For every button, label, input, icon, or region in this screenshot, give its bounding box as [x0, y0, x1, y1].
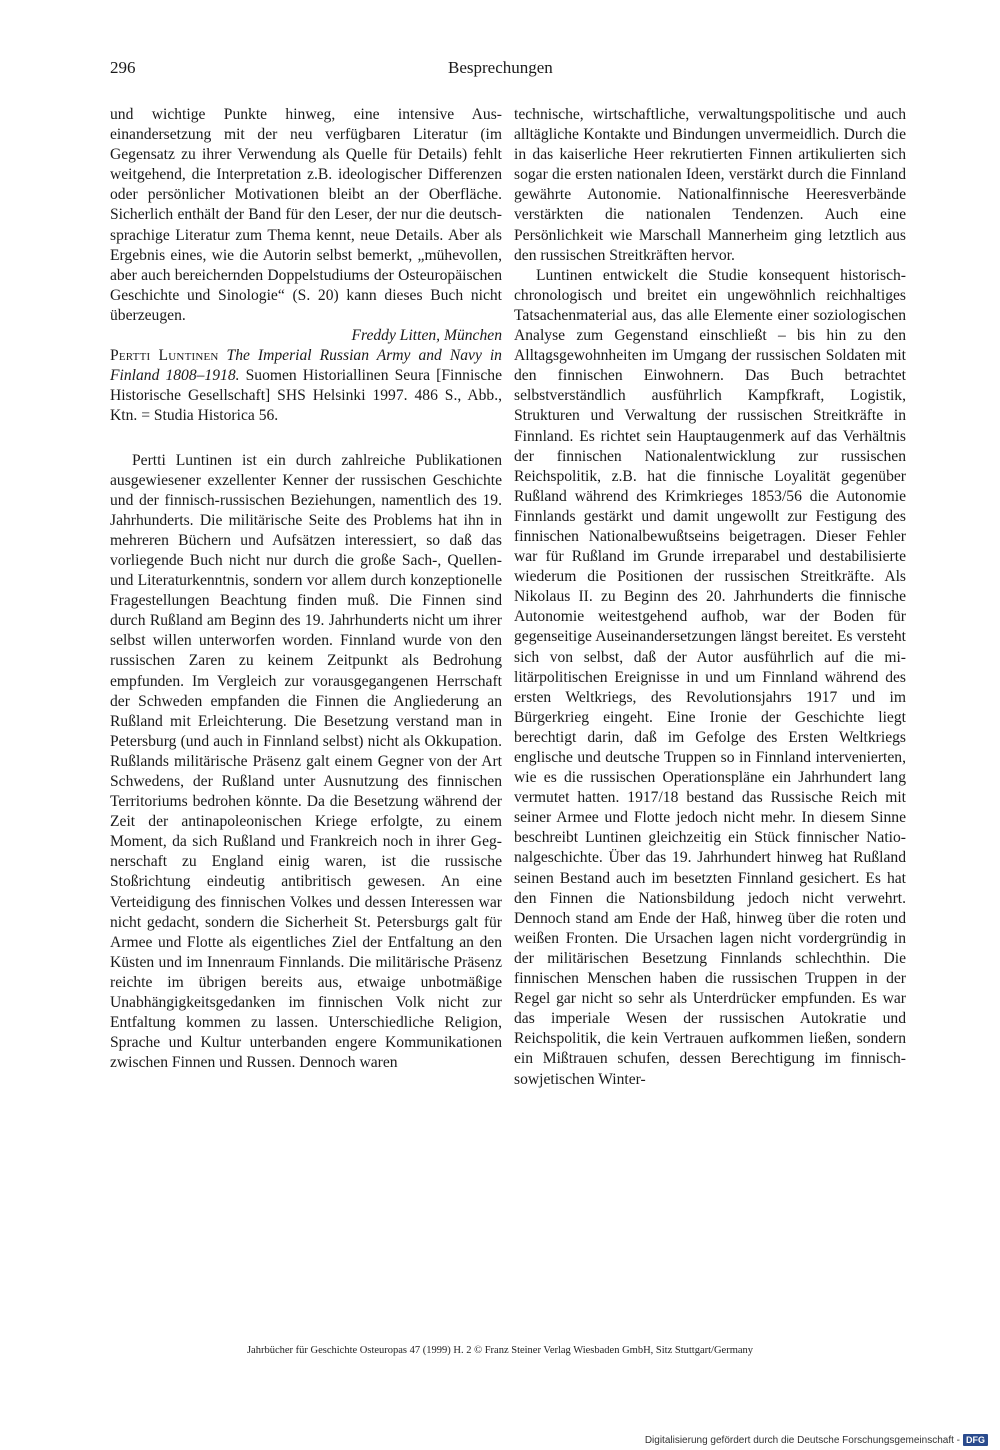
- digitization-note: Digitalisierung gefördert durch die Deutsche Forschungsgemeinschaft -: [644, 1434, 960, 1446]
- paragraph: technische, wirtschaftliche, verwaltungspolitische und auch alltägliche Kontakte und Bindungen unvermeidlich. Durch die in das kaiserliche Heer rekrutierten Finnen artikulierten sich sogar die ersten nationalen Ideen, verstärkt durch die Finnland gewährte Autonomie. Nationalfinnische Heeresverbände verstärkten die nationalen Tendenzen. Auch eine Persönlichkeit wie Marschall Mannerheim ging letztlich aus den russischen Streitkräften hervor.: [514, 106, 906, 264]
- citation-title: The Imperial Russian Army and Navy in Finland 1808–1918.: [110, 347, 502, 385]
- citation-author: Pertti Luntinen: [110, 347, 219, 365]
- citation-details: Suomen Historiallinen Seura [Finnische Historische Gesellschaft] SHS Helsinki 1997. 486 S., Abb., Ktn. = Studia Historica 56.: [110, 367, 502, 425]
- book-citation: [110, 346, 502, 426]
- left-column: [110, 105, 502, 1073]
- review-signature: Freddy Litten, München: [351, 327, 502, 345]
- right-column: [514, 105, 906, 1090]
- spacer: [110, 427, 502, 451]
- paragraph: und wichtige Punkte hinweg, eine intensive Auseinandersetzung mit der neu verfügbaren Literatur (im Gegensatz zu ihrer Verwendung als Quelle für Details) fehlt weitgehend, die Interpretation z.B. ideologischer Differenzen oder persönlicher Motivationen bleibt an der Oberfläche. Sicherlich enthält der Band für den Leser, der nur die deutschsprachige Literatur zum Thema kennt, neue Details. Aber als Ergebnis eines, wie die Autorin selbst bemerkt, „mühevollen, aber auch bereichernden Doppelstudiums der Osteuropäischen Geschichte und Sinologie“ (S. 20) kann dieses Buch nicht überzeugen.: [110, 106, 502, 324]
- journal-footer: Jahrbücher für Geschichte Osteuropas 47 (1999) H. 2 © Franz Steiner Verlag Wiesbaden GmbH, Sitz Stuttgart/Germany: [246, 1345, 754, 1356]
- dfg-logo: DFG: [963, 1434, 988, 1446]
- running-title: Besprechungen: [448, 58, 553, 77]
- paragraph: Luntinen entwickelt die Studie konsequent historisch-chronologisch und breitet ein ungewöhnlich reichhaltiges Tatsachenmaterial aus, das alle Elemente einer soziologischen Analyse zum Gegenstand einschließt – bis hin zu den Alltagsgewohnheiten im Umgang der russischen Soldaten mit den finnischen Einwohnern. Das Buch betrachtet selbstverständlich ausführlich Kampfkraft, Logistik, Strukturen und Verwaltung der russischen Streitkräfte in Finnland. Es richtet sein Hauptaugenmerk auf das Verhältnis der finnischen Nationalentwicklung zur russischen Reichspolitik, z.B. hat die finnische Loyalität gegenüber Rußland während des Krimkrieges 1853/​56 die Autonomie Finnlands gestärkt und damit ungewollt zur Festigung des finnischen Nationalbewußtseins beigetragen. Dieser Fehler war für Rußland im Grunde irreparabel und destabilisierte wiederum die Positionen der russischen Streitkräfte. Als Nikolaus II. zu Beginn des 20. Jahrhunderts die finnische Autonomie weitestgehend aufhob, war der Boden für gegenseitige Auseinandersetzungen längst bereitet. Es versteht sich von selbst, daß der Autor ausführlich auf die militärpolitischen Ereignisse in und um Finnland während des ersten Weltkriegs, des Revolutionsjahrs 1917 und im Bürgerkrieg eingeht. Eine Ironie der Geschichte liegt berechtigt darin, daß im Gefolge des Ersten Weltkriegs englische und deutsche Truppen so in Finnland intervenierten, wie es die russischen Operationspläne ein Jahrhundert lang vermutet hatten. 1917/18 bestand das Russische Reich mit seiner Armee und Flotte jedoch nicht mehr. In diesem Sinne beschreibt Luntinen gleichzeitig ein Stück finnischer Nationalgeschichte. Über das 19. Jahrhundert hinweg hat Rußland seinen Bestand auch im besetzten Finnland gesichert. Es hat den Finnen die Nationsbildung jedoch nicht verwehrt. Dennoch stand am Ende der Haß, hinweg über die roten und weißen Fronten. Die Ursachen lagen nicht vordergründig in der militärischen Besetzung Finnlands schlechthin. Die finnischen Menschen haben die russischen Truppen in der Regel gar nicht so sehr als Unterdrücker empfunden. Es war das imperiale Wesen der russischen Autokratie und Reichspolitik, die kein Vertrauen aufkommen ließen, sondern ein Mißtrauen schufen, dessen Berechtigung im finnisch-sowjetischen Winter-: [514, 266, 906, 1088]
- page-number: 296: [110, 58, 136, 77]
- paragraph: Pertti Luntinen ist ein durch zahlreiche Publikationen ausgewiesener exzellenter Kenner der russischen Geschichte und der finnisch-russischen Beziehungen, namentlich des 19. Jahrhunderts. Die militärische Seite des Problems hat ihn in mehreren Büchern und Aufsätzen interessiert, so daß das vorliegende Buch nicht nur durch die große Sach-, Quellen- und Literaturkenntnis, sondern vor allem durch konzeptionelle Fragestellungen Beachtung finden muß. Die Finnen sind durch Rußland am Beginn des 19. Jahrhunderts nicht um ihrer selbst willen unterworfen worden. Finnland wurde von den russischen Zaren zu keinem Zeitpunkt als Bedrohung empfunden. Im Vergleich zur vorausgegangenen Herrschaft der Schweden empfanden die Finnen die Angliederung an Rußland mit Erleichterung. Die Besetzung verstand man in Petersburg (und auch in Finnland selbst) nicht als Okkupation. Rußlands militärische Präsenz galt einem Gegner von der Art Schwedens, der Rußland unter Ausnutzung des finnischen Territoriums bedrohen könnte. Da die Besetzung während der Zeit der antinapoleonischen Kriege erfolgte, zu einem Moment, da sich Rußland und Frankreich noch in ihrer Gegnerschaft zu England einig waren, ist die russische Stoßrichtung eindeutig antibritisch gewesen. An eine Verteidigung des finnischen Volkes und dessen Interessen war nicht gedacht, sondern die Sicherheit St. Petersburgs galt für Armee und Flotte als eigentliches Ziel der Entfaltung an den Küsten und im Innenraum Finnlands. Die militärische Präsenz reichte im übrigen bereits aus, etwaige unbotmäßige Unabhängigkeitsgedanken im finnischen Volk nicht zur Entfaltung kommen zu lassen. Unterschiedliche Religion, Sprache und Kultur unterbanden engere Kommunikationen zwischen Finnen und Russen. Dennoch waren: [110, 451, 502, 1072]
- digitization-footer: [645, 1434, 988, 1446]
